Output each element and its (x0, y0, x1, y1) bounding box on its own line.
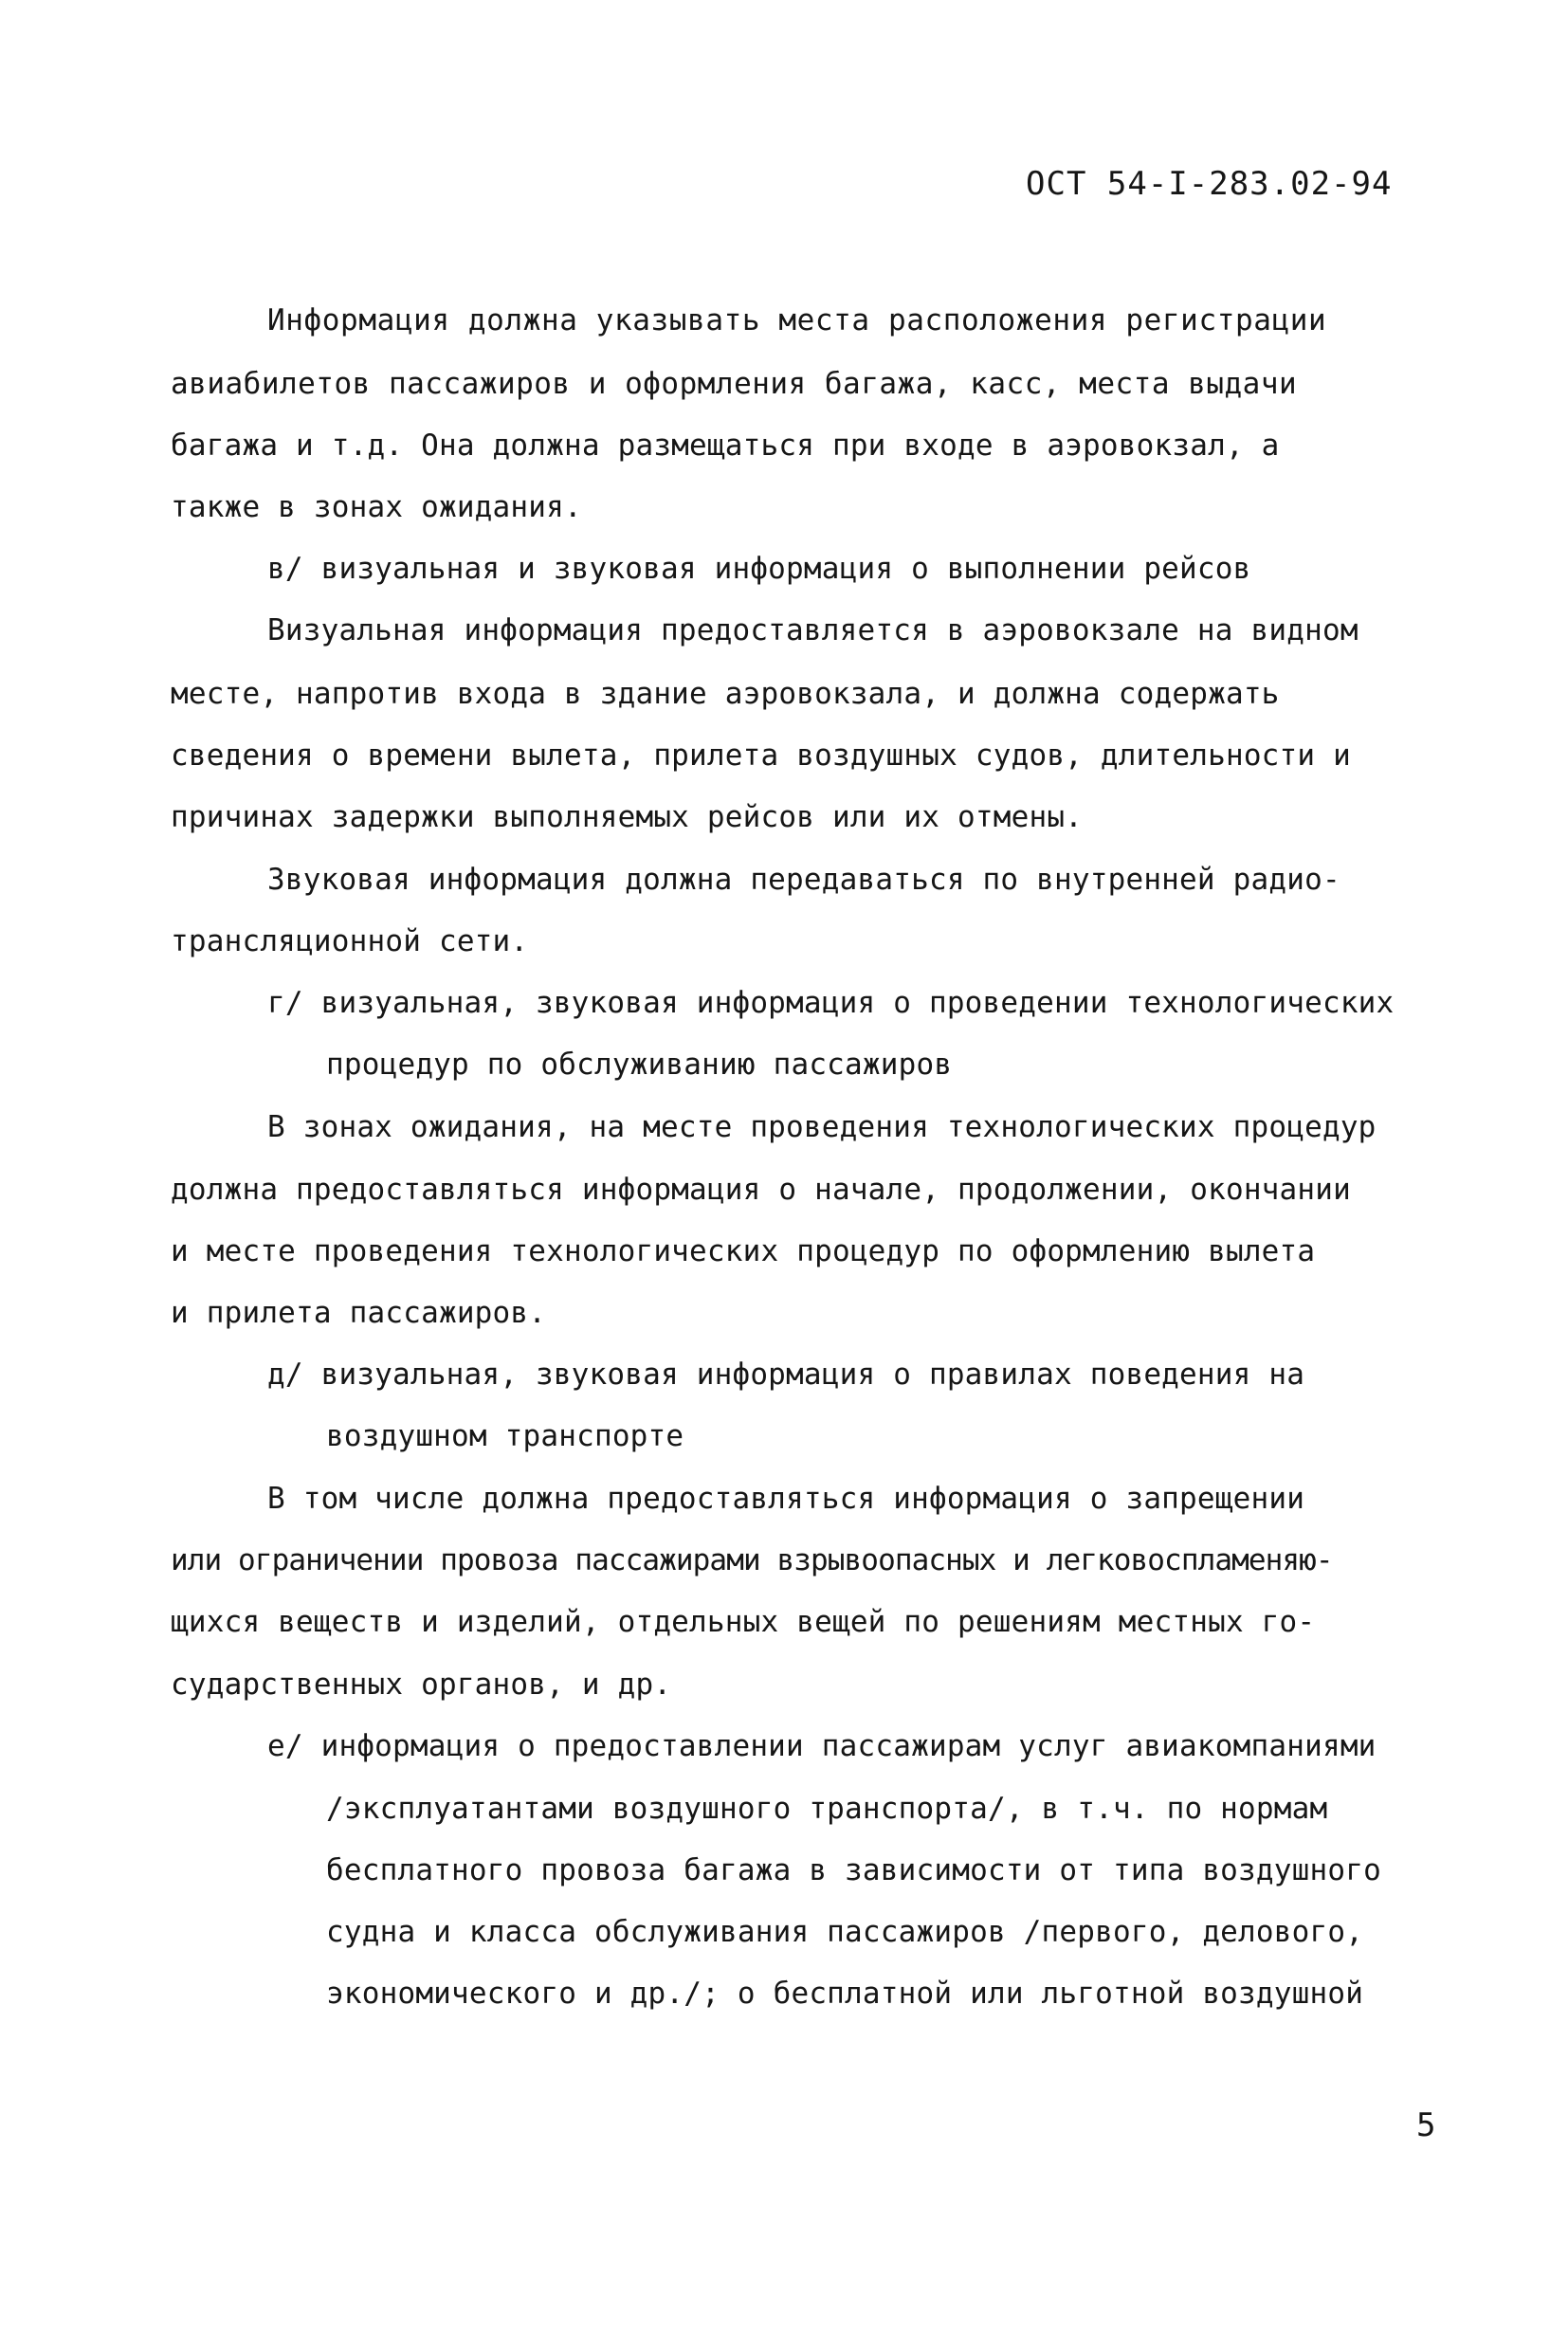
text-line: сударственных органов, и др. (171, 1668, 672, 1702)
text-line: бесплатного провоза багажа в зависимости от типа воздушного (326, 1853, 1381, 1887)
text-line: месте, напротив входа в здание аэровокзала, и должна содержать (171, 677, 1280, 711)
text-line: процедур по обслуживанию пассажиров (326, 1048, 953, 1082)
text-line: сведения о времени вылета, прилета воздушных судов, длительности и (171, 738, 1351, 773)
text-line: должна предоставляться информация о начале, продолжении, окончании (171, 1173, 1351, 1207)
text-line: также в зонах ожидания. (171, 490, 582, 524)
text-line: авиабилетов пассажиров и оформления багажа, касс, места выдачи (171, 367, 1298, 401)
text-line: трансляционной сети. (171, 924, 529, 958)
page-number: 5 (1416, 2106, 1436, 2144)
document-code: ОСТ 54-I-283.02-94 (1026, 165, 1393, 203)
text-line: или ограничении провоза пассажирами взрывоопасных и легковоспламеняю- (171, 1543, 1333, 1577)
text-line: и месте проведения технологических процедур по оформлению вылета (171, 1234, 1316, 1268)
text-line: в/ визуальная и звуковая информация о выполнении рейсов (267, 552, 1251, 586)
text-line: Визуальная информация предоставляется в аэровокзале на видном (267, 613, 1358, 647)
text-line: багажа и т.д. Она должна размещаться при входе в аэровокзал, а (171, 428, 1280, 463)
text-line: щихся веществ и изделий, отдельных вещей по решениям местных го- (171, 1605, 1316, 1639)
text-line: /эксплуатантами воздушного транспорта/, в т.ч. по нормам (326, 1792, 1328, 1826)
text-line: воздушном транспорте (326, 1419, 684, 1453)
text-line: экономического и др./; о бесплатной или льготной воздушной (326, 1977, 1364, 2011)
text-line: В том числе должна предоставляться информация о запрещении (267, 1482, 1305, 1516)
text-line: и прилета пассажиров. (171, 1296, 547, 1330)
text-line: причинах задержки выполняемых рейсов или их отмены. (171, 800, 1084, 834)
text-line: е/ информация о предоставлении пассажирам услуг авиакомпаниями (267, 1729, 1377, 1763)
text-line: г/ визуальная, звуковая информация о проведении технологических (267, 986, 1395, 1020)
text-line: Информация должна указывать места расположения регистрации (267, 303, 1327, 337)
text-line: д/ визуальная, звуковая информация о правилах поведения на (267, 1358, 1305, 1392)
text-line: В зонах ожидания, на месте проведения технологических процедур (267, 1110, 1377, 1144)
text-line: судна и класса обслуживания пассажиров /первого, делового, (326, 1915, 1364, 1949)
text-line: Звуковая информация должна передаваться по внутренней радио- (267, 863, 1340, 897)
